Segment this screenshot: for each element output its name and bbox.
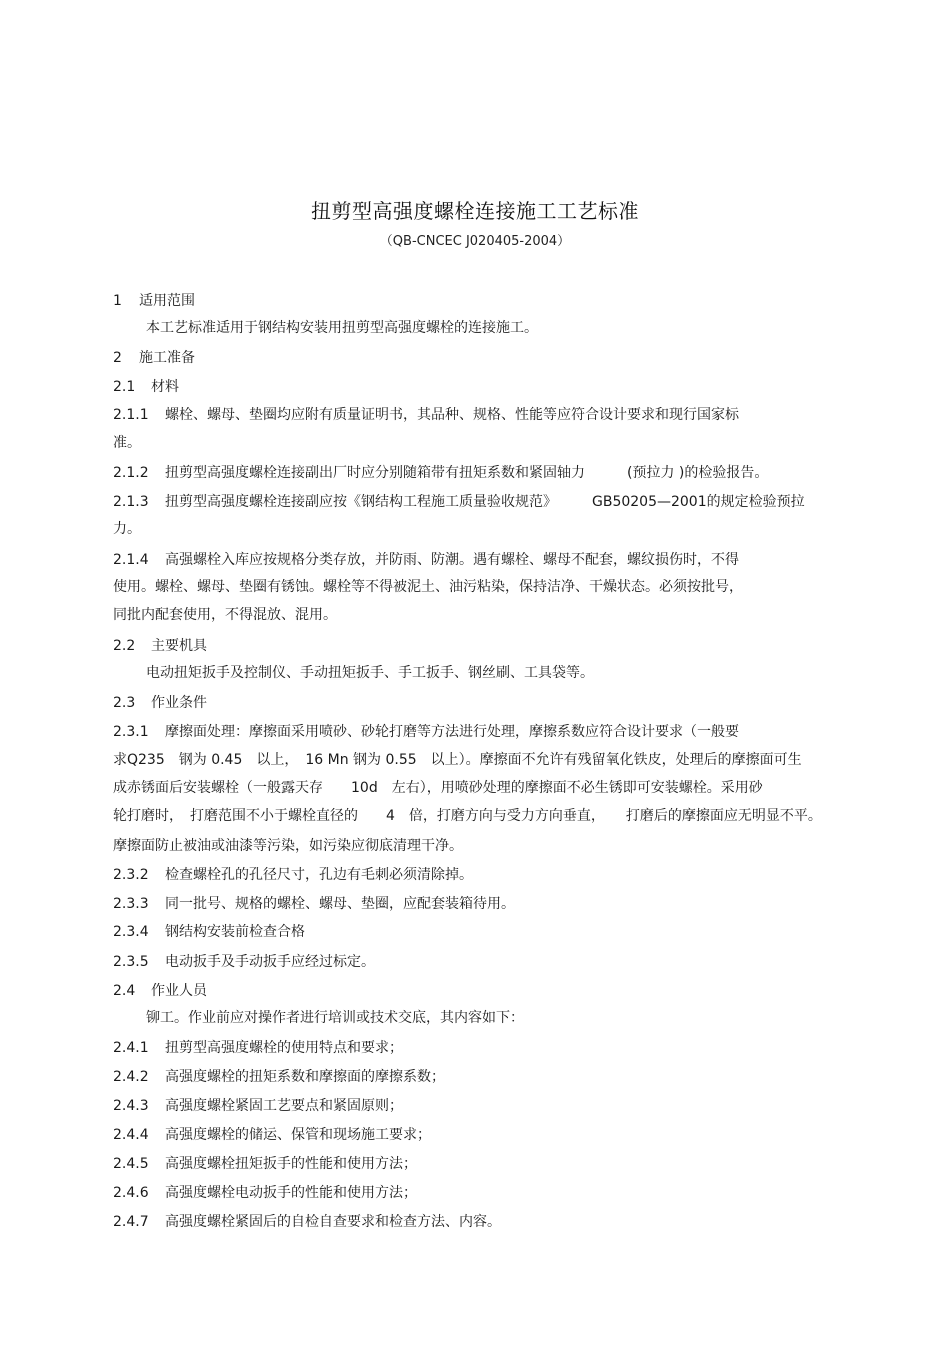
clause-text: 高强度螺栓电动扳手的性能和使用方法； <box>165 1185 417 1201</box>
clause-continuation <box>113 577 743 597</box>
paragraph-line <box>146 1008 524 1028</box>
clause-number: 2.1.3 <box>113 494 149 510</box>
section-text: 施工准备 <box>139 350 195 366</box>
clause-number: 2.3.1 <box>113 724 149 740</box>
clause-text: 求Q235 钢为 0.45 以上， 16 Mn 钢为 0.55 以上）。摩擦面不允许有残留氧化铁皮，处理后的摩擦面可生 <box>113 752 802 768</box>
subsection-heading <box>113 693 207 713</box>
clause-text: 钢结构安装前检查合格 <box>165 924 305 940</box>
clause-number: 2.4.3 <box>113 1098 149 1114</box>
paragraph-line <box>146 318 538 338</box>
clause-continuation <box>113 605 337 625</box>
clause-number: 2.3.2 <box>113 867 149 883</box>
clause-number: 2.4.5 <box>113 1156 149 1172</box>
clause-line <box>113 1183 417 1203</box>
clause-text: 扭剪型高强度螺栓连接副出厂时应分别随箱带有扭矩系数和紧固轴力 (预拉力 )的检验报告。 <box>165 465 769 481</box>
clause-line <box>113 1096 403 1116</box>
clause-number: 2.3.4 <box>113 924 149 940</box>
section-heading <box>113 348 195 368</box>
section-number: 1 <box>113 293 122 309</box>
clause-line <box>113 722 739 742</box>
clause-text: 高强度螺栓紧固后的自检自查要求和检查方法、内容。 <box>165 1214 501 1230</box>
subsection-heading <box>113 377 179 397</box>
clause-number: 2.3.5 <box>113 954 149 970</box>
section-text: 材料 <box>151 379 179 395</box>
clause-text: 轮打磨时， 打磨范围不小于螺栓直径的 4 倍，打磨方向与受力方向垂直， 打磨后的摩擦面应无明显不平。 <box>113 808 822 824</box>
standard-code: （QB-CNCEC J020405-2004） <box>379 234 571 249</box>
clause-text: 检查螺栓孔的孔径尺寸，孔边有毛刺必须清除掉。 <box>165 867 473 883</box>
clause-line <box>113 894 515 914</box>
clause-text: 摩擦面处理：摩擦面采用喷砂、砂轮打磨等方法进行处理，摩擦系数应符合设计要求（一般要 <box>165 724 739 740</box>
clause-number: 2.4.1 <box>113 1040 149 1056</box>
section-text: 主要机具 <box>151 638 207 654</box>
clause-continuation <box>113 433 141 453</box>
document-title: 扭剪型高强度螺栓连接施工工艺标准 <box>311 199 639 223</box>
clause-text: 高强螺栓入库应按规格分类存放，并防雨、防潮。遇有螺栓、螺母不配套，螺纹损伤时，不得 <box>165 552 739 568</box>
section-number: 2.2 <box>113 638 136 654</box>
section-heading <box>113 291 195 311</box>
clause-line <box>113 1067 445 1087</box>
clause-number: 2.1.2 <box>113 465 149 481</box>
clause-number: 2.1.4 <box>113 552 149 568</box>
paragraph-text: 铆工。作业前应对操作者进行培训或技术交底，其内容如下： <box>146 1010 524 1026</box>
clause-line <box>113 550 739 570</box>
clause-text: 准。 <box>113 435 141 451</box>
clause-number: 2.4.6 <box>113 1185 149 1201</box>
clause-line <box>113 405 739 425</box>
clause-text: 摩擦面防止被油或油漆等污染，如污染应彻底清理干净。 <box>113 838 463 854</box>
clause-line <box>113 463 768 483</box>
clause-text: 成赤锈面后安装螺栓（一般露天存 10d 左右），用喷砂处理的摩擦面不必生锈即可安装螺栓。采用砂 <box>113 780 763 796</box>
section-number: 2 <box>113 350 122 366</box>
paragraph-text: 本工艺标准适用于钢结构安装用扭剪型高强度螺栓的连接施工。 <box>146 320 538 336</box>
clause-continuation <box>113 519 141 539</box>
clause-continuation <box>113 778 763 798</box>
clause-text: 高强度螺栓紧固工艺要点和紧固原则； <box>165 1098 403 1114</box>
subsection-heading <box>113 981 207 1001</box>
clause-line <box>113 1038 403 1058</box>
clause-number: 2.3.3 <box>113 896 149 912</box>
clause-text: 高强度螺栓的扭矩系数和摩擦面的摩擦系数； <box>165 1069 445 1085</box>
clause-text: 螺栓、螺母、垫圈均应附有质量证明书，其品种、规格、性能等应符合设计要求和现行国家标 <box>165 407 739 423</box>
clause-continuation <box>113 750 802 770</box>
clause-text: 高强度螺栓扭矩扳手的性能和使用方法； <box>165 1156 417 1172</box>
section-number: 2.1 <box>113 379 136 395</box>
clause-continuation <box>113 836 463 856</box>
clause-text: 高强度螺栓的储运、保管和现场施工要求； <box>165 1127 431 1143</box>
clause-continuation <box>113 806 822 826</box>
clause-number: 2.4.2 <box>113 1069 149 1085</box>
clause-text: 扭剪型高强度螺栓的使用特点和要求； <box>165 1040 403 1056</box>
clause-text: 力。 <box>113 521 141 537</box>
clause-line <box>113 865 473 885</box>
section-text: 适用范围 <box>139 293 195 309</box>
clause-line <box>113 1212 501 1232</box>
clause-text: 同一批号、规格的螺栓、螺母、垫圈，应配套装箱待用。 <box>165 896 515 912</box>
clause-text: 扭剪型高强度螺栓连接副应按《钢结构工程施工质量验收规范》 GB50205—2001的规定检验预拉 <box>165 494 805 510</box>
clause-line <box>113 922 305 942</box>
paragraph-line <box>146 663 594 683</box>
clause-number: 2.4.7 <box>113 1214 149 1230</box>
clause-number: 2.1.1 <box>113 407 149 423</box>
clause-text: 电动扳手及手动扳手应经过标定。 <box>165 954 375 970</box>
clause-text: 同批内配套使用，不得混放、混用。 <box>113 607 337 623</box>
paragraph-text: 电动扭矩扳手及控制仪、手动扭矩扳手、手工扳手、钢丝刷、工具袋等。 <box>146 665 594 681</box>
section-text: 作业条件 <box>151 695 207 711</box>
section-number: 2.3 <box>113 695 136 711</box>
clause-text: 使用。螺栓、螺母、垫圈有锈蚀。螺栓等不得被泥土、油污粘染，保持洁净、干燥状态。必须按批号， <box>113 579 743 595</box>
section-text: 作业人员 <box>151 983 207 999</box>
clause-number: 2.4.4 <box>113 1127 149 1143</box>
subsection-heading <box>113 636 207 656</box>
clause-line <box>113 952 375 972</box>
clause-line <box>113 492 805 512</box>
clause-line <box>113 1154 417 1174</box>
clause-line <box>113 1125 431 1145</box>
section-number: 2.4 <box>113 983 136 999</box>
